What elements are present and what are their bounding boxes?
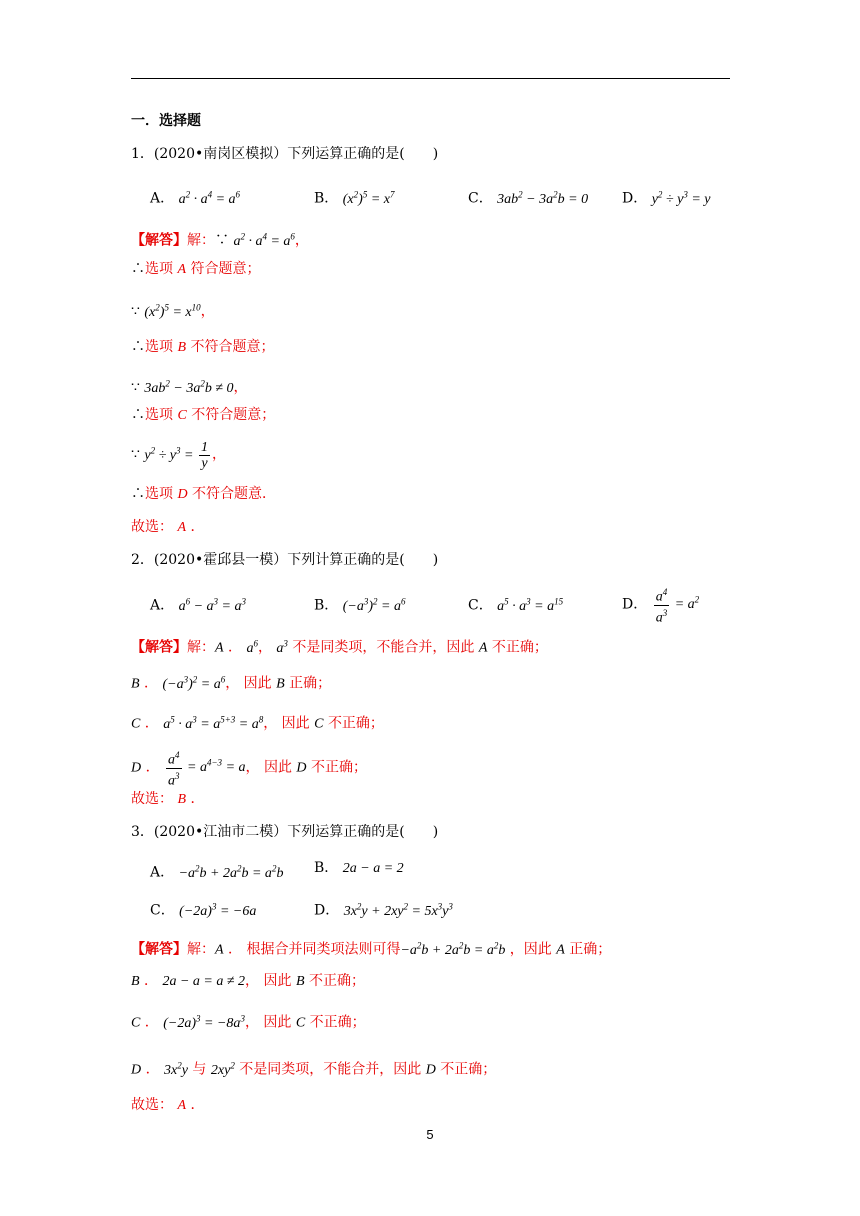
- page-number: 5: [426, 1127, 434, 1142]
- q2-solution-line-3: C ． $a^5 \cdot a^3 = a^{5+3} = a^8$， 因此 C 不正确；: [131, 714, 384, 732]
- q1-solution-line-3: ∵ $(x^2)^5 = x^{10}$，: [131, 302, 215, 320]
- q2-option-b: B． $(-a^3)^2 = a^6$: [314, 596, 406, 614]
- q1-option-a: A． $a^2 \cdot a^4 = a^6$: [150, 189, 241, 207]
- q2-solution-line-1: 【解答】解：A ． $a^6$， $a^3$ 不是同类项，不能合并，因此 A 不正确；: [131, 638, 548, 656]
- q1-solution-line-4: ∴选项 B 不符合题意；: [131, 339, 275, 355]
- q3-answer: 故选： A ．: [131, 1097, 205, 1113]
- q1-answer: 故选： A ．: [131, 519, 205, 535]
- q3-solution-line-2: B ． 2a − a = a ≠ 2， 因此 B 不正确；: [131, 973, 365, 989]
- q1-option-d: D． $y^2 \div y^3 = y$: [622, 189, 711, 207]
- header-rule: [131, 78, 730, 79]
- q1-solution-line-7: ∵ $y^2 \div y^3$ = $\frac{1}{y}$ ，: [131, 440, 226, 471]
- q1-solution-line-6: ∴选项 C 不符合题意；: [131, 407, 276, 423]
- q3-option-b: B． 2a − a = 2: [314, 860, 404, 876]
- q1-solution-line-2: ∴选项 A 符合题意；: [131, 261, 261, 277]
- q1-solution-line-1: 【解答】解：∵ $a^2 \cdot a^4 = a^6$，: [131, 231, 309, 249]
- q3-solution-line-4: D ． $3x^2y$ 与 $2xy^2$ 不是同类项，不能合并，因此 D 不正确；: [131, 1060, 497, 1078]
- q2-option-d: D． $\frac{a^4}{a^3}$ = $a^2$: [622, 587, 700, 626]
- q3-option-c: C． $(-2a)^3 = -6a$: [150, 901, 257, 919]
- q1-option-c: C． $3ab^2 - 3a^2b = 0$: [468, 189, 589, 207]
- q1-solution-line-8: ∴选项 D 不符合题意．: [131, 486, 277, 502]
- section-title: 一．选择题: [131, 113, 201, 129]
- q1-solution-line-5: ∵ $3ab^2 - 3a^2b \ne 0$，: [131, 378, 248, 396]
- question-3-stem: 3．(2020•江油市二模）下列运算正确的是( ): [131, 824, 439, 840]
- q3-option-a: A． $-a^2b + 2a^2b = a^2b$: [150, 863, 284, 881]
- q2-solution-line-2: B ． $(-a^3)^2 = a^6$， 因此 B 正确；: [131, 674, 332, 692]
- q2-solution-line-4: D ． $\frac{a^4}{a^3}$ = $a^{4-3} = a$， 因此 D 不正确；: [131, 750, 367, 789]
- q2-option-c: C． $a^5 \cdot a^3 = a^{15}$: [468, 596, 564, 614]
- question-1-stem: 1．(2020•南岗区模拟）下列运算正确的是( ): [131, 146, 439, 162]
- q3-option-d: D． $3x^2y + 2xy^2 = 5x^3y^3$: [314, 901, 453, 919]
- q1-option-b: B． $(x^2)^5 = x^7$: [314, 189, 395, 207]
- q2-answer: 故选： B ．: [131, 791, 205, 807]
- question-2-stem: 2．(2020•霍邱县一模）下列计算正确的是( ): [131, 552, 439, 568]
- q3-solution-line-1: 【解答】解：A ． 根据合并同类项法则可得$-a^2b + 2a^2b = a^2b$ ，因此 A 正确；: [131, 940, 612, 958]
- q3-solution-line-3: C ． $(-2a)^3 = -8a^3$， 因此 C 不正确；: [131, 1013, 366, 1031]
- q2-option-a: A． $a^6 - a^3 = a^3$: [150, 596, 246, 614]
